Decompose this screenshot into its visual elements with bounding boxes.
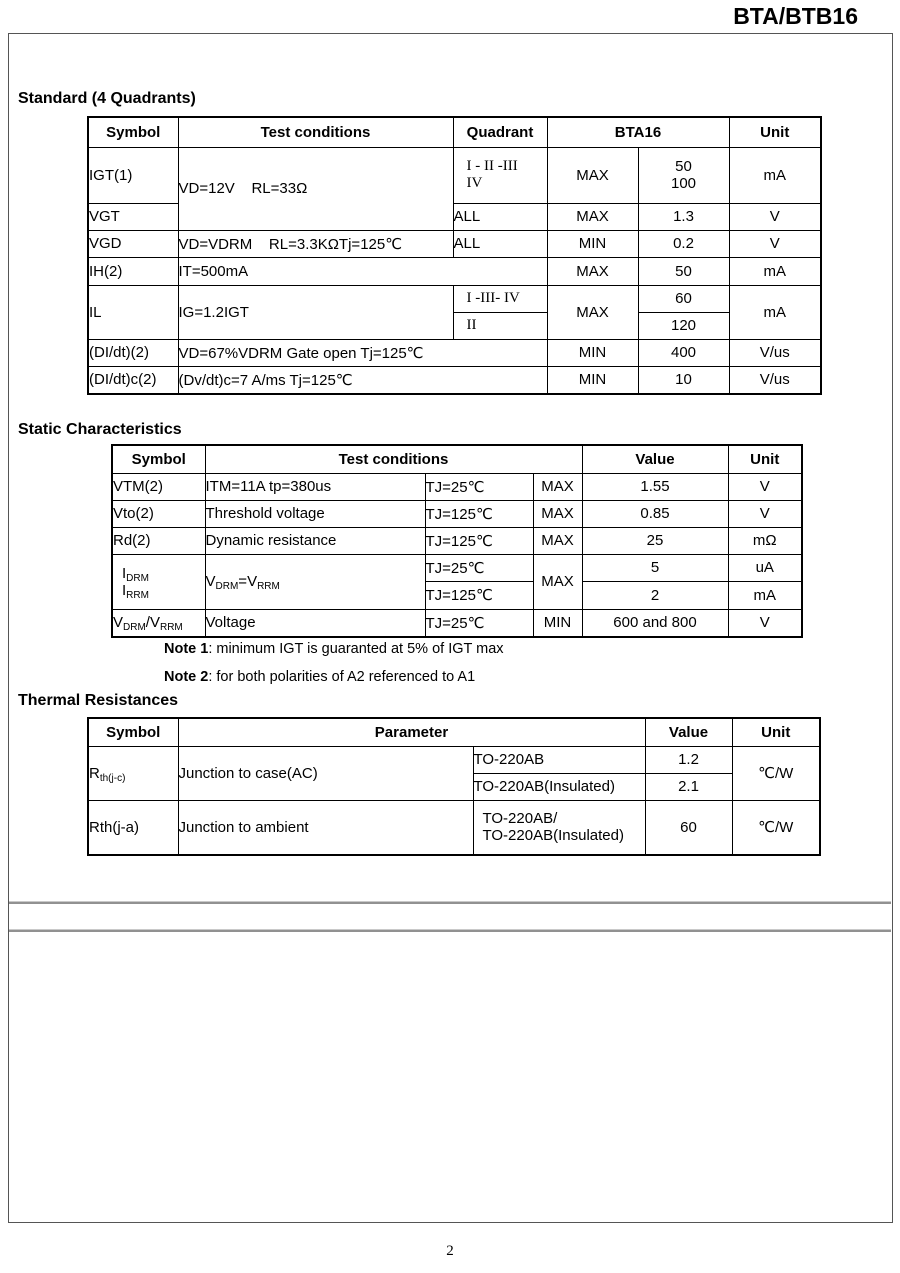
symbol-cell: Rd(2) <box>112 527 205 554</box>
unit-cell: ℃/W <box>732 746 820 800</box>
unit-cell: mA <box>728 581 802 609</box>
test-conditions-cell: IG=1.2IGT <box>178 285 453 339</box>
col-header-test-conditions: Test conditions <box>205 445 582 473</box>
value-cell <box>638 147 729 203</box>
static-table <box>111 444 803 638</box>
tj-cell: TJ=125℃ <box>425 500 533 527</box>
note-2-text: : for both polarities of A2 referenced to A1 <box>208 669 476 685</box>
unit-cell: V <box>729 203 821 230</box>
value-cell: 2 <box>582 581 728 609</box>
parameter-cell: Junction to ambient <box>178 800 473 855</box>
footer-divider-line-top <box>9 901 891 904</box>
col-header-part: BTA16 <box>547 117 729 147</box>
unit-cell: mA <box>729 257 821 285</box>
tj-cell: TJ=25℃ <box>425 554 533 581</box>
unit-cell: V <box>728 473 802 500</box>
unit-cell: V/us <box>729 339 821 366</box>
symbol-cell: VTM(2) <box>112 473 205 500</box>
note-2 <box>164 669 475 685</box>
col-header-symbol: Symbol <box>88 117 178 147</box>
col-header-value: Value <box>582 445 728 473</box>
page-number: 2 <box>446 1243 454 1259</box>
unit-cell: V <box>728 500 802 527</box>
note-2-label: Note 2 <box>164 669 209 685</box>
minmax-cell: MAX <box>533 500 582 527</box>
col-header-symbol: Symbol <box>88 718 178 746</box>
table-row-vdrm-vrrm <box>112 609 802 637</box>
quadrant-line-1: I - II -III <box>466 158 518 174</box>
value-cell: 25 <box>582 527 728 554</box>
unit-cell: ℃/W <box>732 800 820 855</box>
col-header-parameter: Parameter <box>178 718 645 746</box>
symbol-idrm: $I_{DRM}$ <box>122 564 149 584</box>
test-conditions-cell: (Dv/dt)c=7 A/ms Tj=125℃ <box>178 366 547 394</box>
quadrant-cell: ALL <box>453 230 547 257</box>
symbol-cell: IH(2) <box>88 257 178 285</box>
quadrant-cell: II <box>453 312 547 339</box>
symbol-cell: $V_{DRM}/V_{RRM}$ <box>112 609 205 637</box>
tj-cell: TJ=25℃ <box>425 609 533 637</box>
value-cell: 50 <box>638 257 729 285</box>
thermal-table <box>87 717 821 856</box>
table-row-ih <box>88 257 821 285</box>
footer-divider-line-bottom <box>9 929 891 932</box>
value-cell: 10 <box>638 366 729 394</box>
static-header-row <box>112 445 802 473</box>
unit-cell: V/us <box>729 366 821 394</box>
test-conditions-cell: VD=VDRM RL=3.3KΩTj=125℃ <box>178 230 453 257</box>
table-row-vgd <box>88 230 821 257</box>
col-header-test-conditions: Test conditions <box>178 117 453 147</box>
value-cell: 5 <box>582 554 728 581</box>
symbol-cell: IGT(1) <box>88 147 178 203</box>
unit-cell: mΩ <box>728 527 802 554</box>
symbol-cell: $R_{th(j-c)}$ <box>88 746 178 800</box>
test-conditions-cell: $V_{DRM}=V_{RRM}$ <box>205 554 425 609</box>
quadrant-cell <box>453 147 547 203</box>
tj-cell: TJ=125℃ <box>425 527 533 554</box>
standard-table <box>87 116 822 395</box>
table-row-rthjc-a <box>88 746 820 773</box>
value-cell: 60 <box>638 285 729 312</box>
note-1-label: Note 1 <box>164 641 209 657</box>
tj-cell: TJ=25℃ <box>425 473 533 500</box>
section-heading-thermal: Thermal Resistances <box>18 692 179 709</box>
value-cell: 0.2 <box>638 230 729 257</box>
col-header-unit: Unit <box>732 718 820 746</box>
table-row-il-a <box>88 285 821 312</box>
minmax-cell: MAX <box>533 527 582 554</box>
unit-cell: V <box>729 230 821 257</box>
package-cell: TO-220AB <box>473 746 645 773</box>
minmax-cell: MAX <box>547 147 638 203</box>
value-cell: 1.2 <box>645 746 732 773</box>
test-conditions-cell: ITM=11A tp=380us <box>205 473 425 500</box>
symbol-cell: (DI/dt)(2) <box>88 339 178 366</box>
package-cell <box>473 800 645 855</box>
table-row-didt <box>88 339 821 366</box>
symbol-cell: Rth(j-a) <box>88 800 178 855</box>
symbol-cell: VGD <box>88 230 178 257</box>
tj-cell: TJ=125℃ <box>425 581 533 609</box>
unit-cell: V <box>728 609 802 637</box>
minmax-cell: MAX <box>547 285 638 339</box>
col-header-value: Value <box>645 718 732 746</box>
table-row-vtm <box>112 473 802 500</box>
minmax-cell: MIN <box>547 339 638 366</box>
symbol-irrm: $I_{RRM}$ <box>122 581 149 601</box>
parameter-cell: Junction to case(AC) <box>178 746 473 800</box>
col-header-quadrant: Quadrant <box>453 117 547 147</box>
table-row-idrm <box>112 554 802 581</box>
minmax-cell: MIN <box>547 230 638 257</box>
minmax-cell: MAX <box>533 554 582 609</box>
quadrant-cell: I -III- IV <box>453 285 547 312</box>
table-row-rthja <box>88 800 820 855</box>
value-cell: 1.3 <box>638 203 729 230</box>
package-line-1: TO-220AB/ <box>482 810 558 828</box>
minmax-cell: MAX <box>547 203 638 230</box>
package-line-2: TO-220AB(Insulated) <box>482 827 624 845</box>
quadrant-line-2: IV <box>466 175 483 191</box>
minmax-cell: MIN <box>547 366 638 394</box>
table-row-didtc <box>88 366 821 394</box>
table-row-rd <box>112 527 802 554</box>
symbol-cell: (DI/dt)c(2) <box>88 366 178 394</box>
test-conditions-cell: Dynamic resistance <box>205 527 425 554</box>
test-conditions-cell: Voltage <box>205 609 425 637</box>
package-cell: TO-220AB(Insulated) <box>473 773 645 800</box>
table-row-vto <box>112 500 802 527</box>
test-conditions-cell: Threshold voltage <box>205 500 425 527</box>
symbol-cell: Vto(2) <box>112 500 205 527</box>
value-cell: 0.85 <box>582 500 728 527</box>
unit-cell: mA <box>729 147 821 203</box>
col-header-unit: Unit <box>729 117 821 147</box>
standard-header-row <box>88 117 821 147</box>
test-conditions-cell: VD=67%VDRM Gate open Tj=125℃ <box>178 339 547 366</box>
symbol-cell <box>112 554 205 609</box>
value-cell: 400 <box>638 339 729 366</box>
minmax-cell: MAX <box>547 257 638 285</box>
note-1 <box>164 641 504 657</box>
value-cell: 2.1 <box>645 773 732 800</box>
minmax-cell: MAX <box>533 473 582 500</box>
page-title: BTA/BTB16 <box>733 3 858 29</box>
value-line-2: 100 <box>670 175 697 192</box>
unit-cell: mA <box>729 285 821 339</box>
unit-cell: uA <box>728 554 802 581</box>
value-cell: 600 and 800 <box>582 609 728 637</box>
value-line-1: 50 <box>675 158 692 175</box>
value-cell: 60 <box>645 800 732 855</box>
symbol-cell: VGT <box>88 203 178 230</box>
symbol-cell: IL <box>88 285 178 339</box>
minmax-cell: MIN <box>533 609 582 637</box>
table-row-igt <box>88 147 821 203</box>
section-heading-static: Static Characteristics <box>18 421 182 438</box>
value-cell: 120 <box>638 312 729 339</box>
thermal-header-row <box>88 718 820 746</box>
note-1-text: : minimum IGT is guaranted at 5% of IGT max <box>208 641 504 657</box>
test-conditions-cell: VD=12V RL=33Ω <box>178 147 453 230</box>
test-conditions-cell: IT=500mA <box>178 257 547 285</box>
section-heading-standard: Standard (4 Quadrants) <box>18 90 196 107</box>
col-header-unit: Unit <box>728 445 802 473</box>
col-header-symbol: Symbol <box>112 445 205 473</box>
quadrant-cell: ALL <box>453 203 547 230</box>
value-cell: 1.55 <box>582 473 728 500</box>
